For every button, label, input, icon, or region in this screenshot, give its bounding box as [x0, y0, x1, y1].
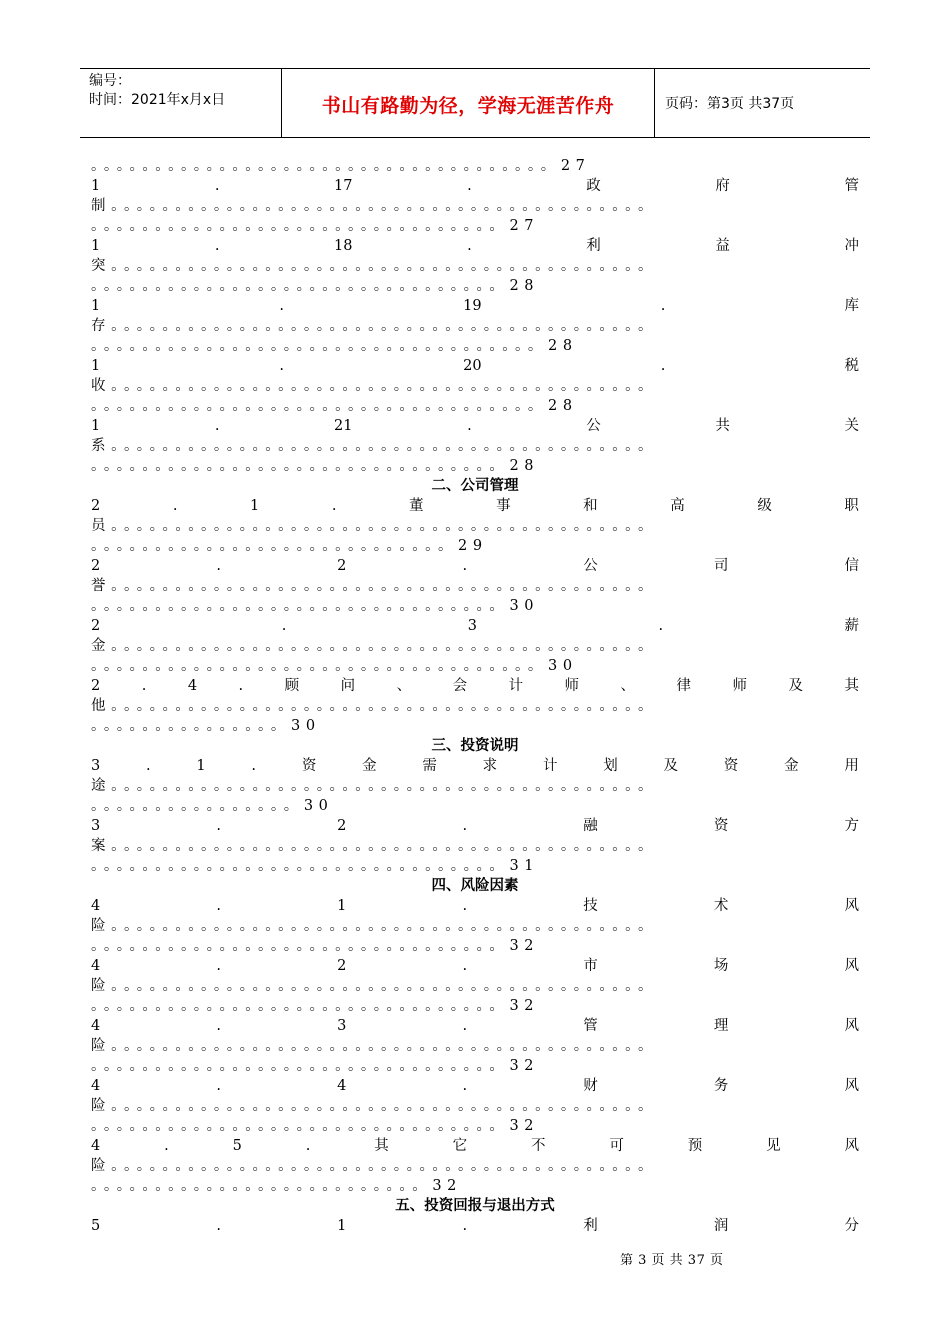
toc-entry-part: . — [658, 618, 664, 634]
toc-leader-line: 。。。。。。。。。。。。。。。。30 — [91, 798, 334, 814]
toc-leader-line: 险。。。。。。。。。。。。。。。。。。。。。。。。。。。。。。。。。。。。。。。。。。 — [91, 1038, 659, 1054]
toc-leader-line: 。。。。。。。。。。。。。。。。。。。。。。。。。。。。。。。。28 — [91, 458, 540, 474]
toc-entry-part: 理 — [713, 1018, 729, 1034]
toc-entry-part: 公 — [586, 418, 601, 434]
toc-entry-part: 风 — [844, 898, 859, 914]
toc-entry-part: 公 — [583, 558, 598, 574]
toc-entry-part: 师 — [564, 678, 580, 694]
toc-entry-part: 冲 — [844, 238, 859, 254]
toc-entry-line — [91, 356, 859, 376]
toc-section-heading: 二、公司管理 — [431, 478, 519, 494]
toc-entry-part: . — [214, 178, 220, 194]
toc-leader-line: 。。。。。。。。。。。。。。。。。。。。。。。。。。。。。。。。。。。28 — [91, 338, 578, 354]
toc-entry-part: 见 — [766, 1138, 781, 1154]
toc-entry-part: 问 — [340, 678, 356, 694]
toc-leader-line: 险。。。。。。。。。。。。。。。。。。。。。。。。。。。。。。。。。。。。。。。。。。 — [91, 978, 659, 994]
toc-leader-line: 。。。。。。。。。。。。。。。。。。。。。。。。。。。。29 — [91, 538, 488, 554]
toc-entry-part: 润 — [713, 1218, 729, 1234]
toc-entry-part: 4 — [187, 678, 198, 694]
toc-leader-line: 。。。。。。。。。。。。。。。。。。。。。。。。。。。。。。。。32 — [91, 1058, 540, 1074]
toc-entry-part: . — [467, 238, 472, 254]
toc-entry-part: . — [279, 298, 284, 314]
toc-entry-part: 政 — [586, 178, 601, 194]
toc-entry-part: 资 — [723, 758, 739, 774]
toc-leader-line: 途。。。。。。。。。。。。。。。。。。。。。。。。。。。。。。。。。。。。。。。。。。 — [91, 778, 659, 794]
toc-entry-part: . — [141, 678, 147, 694]
toc-entry-part: 税 — [844, 358, 859, 374]
toc-entry-line — [91, 956, 859, 976]
toc-leader-line: 。。。。。。。。。。。。。。。。。。。。。。。。。。。。。。。。30 — [91, 598, 540, 614]
toc-entry-line — [91, 1016, 859, 1036]
toc-entry-part: 薪 — [844, 618, 859, 634]
toc-entry-line — [91, 756, 859, 776]
toc-entry-part: 可 — [609, 1138, 624, 1154]
toc-entry-part: 不 — [530, 1138, 546, 1154]
toc-entry-part: . — [216, 1018, 221, 1034]
toc-leader-line: 。。。。。。。。。。。。。。。30 — [91, 718, 321, 734]
toc-leader-line: 突。。。。。。。。。。。。。。。。。。。。。。。。。。。。。。。。。。。。。。。。。。 — [91, 258, 659, 274]
toc-entry-line — [91, 676, 859, 696]
toc-entry-part: 4 — [91, 1138, 101, 1154]
toc-leader-line: 系。。。。。。。。。。。。。。。。。。。。。。。。。。。。。。。。。。。。。。。。。。 — [91, 438, 659, 454]
toc-entry-part: . — [462, 1078, 468, 1094]
toc-leader-line: 收。。。。。。。。。。。。。。。。。。。。。。。。。。。。。。。。。。。。。。。。。。 — [91, 378, 659, 394]
document-header — [80, 68, 870, 138]
header-page-info: 页码：第3页 共37页 — [665, 96, 795, 112]
toc-entry-part: . — [164, 1138, 169, 1154]
toc-entry-part: 风 — [844, 1138, 859, 1154]
toc-entry-part: 职 — [844, 498, 859, 514]
toc-entry-line — [91, 496, 859, 516]
toc-entry-part: 求 — [482, 758, 498, 774]
toc-leader-line: 险。。。。。。。。。。。。。。。。。。。。。。。。。。。。。。。。。。。。。。。。。。 — [91, 1158, 659, 1174]
toc-entry-part: 1 — [250, 498, 260, 514]
toc-entry-part: 3 — [91, 818, 101, 834]
toc-leader-line: 。。。。。。。。。。。。。。。。。。。。。。。。。。。。。。。。28 — [91, 278, 540, 294]
toc-entry-part: 4 — [337, 1078, 347, 1094]
toc-entry-part: 2 — [337, 558, 347, 574]
toc-entry-part: 司 — [713, 558, 729, 574]
toc-leader-line: 。。。。。。。。。。。。。。。。。。。。。。。。。。。。。。。。32 — [91, 938, 540, 954]
toc-leader-line: 制。。。。。。。。。。。。。。。。。。。。。。。。。。。。。。。。。。。。。。。。。。 — [91, 198, 659, 214]
toc-entry-part: 1 — [337, 898, 347, 914]
toc-entry-part: . — [216, 558, 221, 574]
toc-entry-part: . — [660, 358, 666, 374]
toc-entry-part: 3 — [91, 758, 101, 774]
toc-entry-line — [91, 556, 859, 576]
toc-entry-part: 4 — [91, 958, 101, 974]
toc-entry-part: 共 — [715, 418, 730, 434]
toc-entry-line — [91, 1076, 859, 1096]
toc-entry-part: 财 — [583, 1078, 598, 1094]
toc-entry-part: 事 — [496, 498, 511, 514]
toc-entry-part: 2 — [337, 818, 347, 834]
toc-entry-part: . — [251, 758, 257, 774]
toc-section-heading: 五、投资回报与退出方式 — [395, 1198, 555, 1214]
toc-entry-line — [91, 616, 859, 636]
toc-leader-line: 。。。。。。。。。。。。。。。。。。。。。。。。。。。。。。。。。。。28 — [91, 398, 578, 414]
toc-entry-part: 计 — [508, 678, 524, 694]
toc-entry-part: 风 — [844, 958, 859, 974]
toc-entry-line — [91, 1216, 859, 1236]
toc-entry-part: . — [216, 898, 221, 914]
toc-entry-part: 高 — [670, 498, 685, 514]
toc-entry-part: . — [462, 898, 468, 914]
page-footer: 第 3 页 共 37 页 — [620, 1253, 724, 1268]
toc-entry-part: 信 — [844, 558, 859, 574]
toc-entry-part: 会 — [452, 678, 468, 694]
toc-entry-part: . — [331, 498, 337, 514]
toc-entry-part: 2 — [91, 498, 101, 514]
toc-entry-part: . — [462, 958, 468, 974]
toc-entry-part: 管 — [844, 178, 859, 194]
toc-entry-part: 1 — [337, 1218, 347, 1234]
toc-entry-part: 董 — [409, 498, 424, 514]
toc-entry-part: 金 — [784, 758, 799, 774]
toc-entry-part: . — [146, 758, 151, 774]
toc-entry-line — [91, 816, 859, 836]
table-of-contents — [91, 156, 859, 1236]
toc-entry-part: 需 — [422, 758, 437, 774]
toc-entry-line — [91, 896, 859, 916]
toc-entry-part: 18 — [334, 238, 353, 254]
toc-entry-part: . — [467, 418, 472, 434]
toc-leader-line: 存。。。。。。。。。。。。。。。。。。。。。。。。。。。。。。。。。。。。。。。。。。 — [91, 318, 659, 334]
toc-entry-part: 2 — [91, 678, 101, 694]
toc-entry-part: . — [462, 1018, 468, 1034]
toc-entry-part: 顾 — [284, 678, 300, 694]
toc-entry-part: 2 — [337, 958, 347, 974]
toc-leader-line: 他。。。。。。。。。。。。。。。。。。。。。。。。。。。。。。。。。。。。。。。。。。 — [91, 698, 659, 714]
toc-entry-part: 其 — [844, 678, 859, 694]
toc-leader-line: 员。。。。。。。。。。。。。。。。。。。。。。。。。。。。。。。。。。。。。。。。。。 — [91, 518, 659, 534]
toc-entry-part: 利 — [586, 238, 601, 254]
toc-entry-part: 级 — [757, 498, 772, 514]
toc-leader-line: 。。。。。。。。。。。。。。。。。。。。。。。。。。。。。。。。。。。。27 — [91, 158, 591, 174]
toc-leader-line: 。。。。。。。。。。。。。。。。。。。。。。。。。。。。。。。。。。。30 — [91, 658, 578, 674]
toc-entry-part: 和 — [583, 498, 598, 514]
toc-entry-part: 5 — [232, 1138, 242, 1154]
toc-entry-part: 融 — [583, 818, 598, 834]
header-left-cell — [89, 72, 279, 110]
toc-entry-part: 管 — [583, 1018, 598, 1034]
toc-entry-part: 3 — [467, 618, 477, 634]
toc-entry-part: . — [214, 418, 220, 434]
toc-entry-part: 1 — [91, 298, 101, 314]
toc-section-heading: 四、风险因素 — [431, 878, 519, 894]
toc-entry-part: 师 — [732, 678, 747, 694]
toc-entry-part: 及 — [663, 758, 678, 774]
toc-entry-part: 1 — [91, 418, 101, 434]
toc-section-heading: 三、投资说明 — [431, 738, 519, 754]
toc-entry-part: . — [462, 1218, 468, 1234]
toc-entry-part: 1 — [91, 358, 101, 374]
header-motto: 书山有路勤为径，学海无涯苦作舟 — [321, 95, 615, 117]
toc-entry-part: 4 — [91, 898, 101, 914]
toc-entry-part: 资 — [713, 818, 729, 834]
toc-entry-part: 它 — [452, 1138, 468, 1154]
toc-entry-part: 资 — [301, 758, 317, 774]
toc-entry-part: 库 — [844, 298, 859, 314]
toc-entry-part: . — [172, 498, 178, 514]
toc-entry-part: . — [462, 818, 468, 834]
toc-entry-part: 4 — [91, 1018, 101, 1034]
toc-entry-part: . — [279, 358, 284, 374]
toc-entry-part: 益 — [715, 238, 730, 254]
document-number-label: 编号： — [89, 73, 131, 89]
toc-entry-part: 、 — [620, 678, 636, 694]
toc-entry-part: 方 — [844, 818, 859, 834]
toc-entry-part: . — [462, 558, 468, 574]
toc-entry-part: 、 — [396, 678, 412, 694]
toc-entry-part: 划 — [603, 758, 618, 774]
toc-entry-part: 务 — [713, 1078, 729, 1094]
toc-entry-part: 术 — [713, 898, 729, 914]
toc-entry-part: . — [216, 1078, 221, 1094]
toc-entry-part: 5 — [91, 1218, 101, 1234]
toc-entry-part: . — [216, 818, 221, 834]
toc-leader-line: 险。。。。。。。。。。。。。。。。。。。。。。。。。。。。。。。。。。。。。。。。。。 — [91, 1098, 659, 1114]
toc-entry-part: . — [216, 1218, 221, 1234]
toc-leader-line: 。。。。。。。。。。。。。。。。。。。。。。。。。。32 — [91, 1178, 462, 1194]
toc-entry-part: 计 — [542, 758, 558, 774]
toc-entry-part: . — [467, 178, 472, 194]
toc-entry-part: 2 — [91, 558, 101, 574]
toc-leader-line: 金。。。。。。。。。。。。。。。。。。。。。。。。。。。。。。。。。。。。。。。。。。 — [91, 638, 659, 654]
toc-leader-line: 。。。。。。。。。。。。。。。。。。。。。。。。。。。。。。。。27 — [91, 218, 540, 234]
toc-leader-line: 。。。。。。。。。。。。。。。。。。。。。。。。。。。。。。。。32 — [91, 998, 540, 1014]
toc-leader-line: 险。。。。。。。。。。。。。。。。。。。。。。。。。。。。。。。。。。。。。。。。。。 — [91, 918, 659, 934]
toc-entry-part: . — [660, 298, 666, 314]
toc-entry-part: 其 — [374, 1138, 389, 1154]
toc-entry-part: 分 — [844, 1218, 859, 1234]
toc-entry-part: 2 — [91, 618, 101, 634]
toc-entry-line — [91, 296, 859, 316]
toc-entry-line — [91, 236, 859, 256]
toc-entry-part: 3 — [337, 1018, 347, 1034]
toc-entry-part: . — [281, 618, 287, 634]
toc-entry-part: 利 — [583, 1218, 598, 1234]
toc-entry-part: 用 — [844, 758, 859, 774]
toc-entry-part: 风 — [844, 1018, 859, 1034]
toc-entry-line — [91, 416, 859, 436]
toc-entry-part: . — [238, 678, 244, 694]
toc-entry-part: 府 — [715, 178, 730, 194]
toc-leader-line: 。。。。。。。。。。。。。。。。。。。。。。。。。。。。。。。。31 — [91, 858, 540, 874]
toc-entry-part: . — [305, 1138, 311, 1154]
toc-entry-part: 风 — [844, 1078, 859, 1094]
toc-entry-part: . — [216, 958, 221, 974]
toc-entry-part: 1 — [196, 758, 206, 774]
toc-entry-line — [91, 176, 859, 196]
toc-entry-part: 17 — [334, 178, 353, 194]
toc-entry-part: 律 — [676, 678, 692, 694]
toc-entry-part: 1 — [91, 238, 101, 254]
toc-entry-part: 21 — [334, 418, 353, 434]
toc-entry-line — [91, 1136, 859, 1156]
toc-entry-part: 市 — [583, 958, 598, 974]
toc-entry-part: 技 — [583, 898, 598, 914]
toc-entry-part: 预 — [687, 1138, 703, 1154]
toc-leader-line: 案。。。。。。。。。。。。。。。。。。。。。。。。。。。。。。。。。。。。。。。。。。 — [91, 838, 659, 854]
document-time-label: 时间：2021年x月x日 — [89, 92, 226, 108]
toc-entry-part: 19 — [463, 298, 482, 314]
toc-leader-line: 。。。。。。。。。。。。。。。。。。。。。。。。。。。。。。。。32 — [91, 1118, 540, 1134]
toc-entry-part: 20 — [463, 358, 482, 374]
toc-entry-part: 1 — [91, 178, 101, 194]
toc-entry-part: 金 — [362, 758, 377, 774]
header-divider — [654, 69, 655, 137]
toc-entry-part: 4 — [91, 1078, 101, 1094]
toc-leader-line: 誉。。。。。。。。。。。。。。。。。。。。。。。。。。。。。。。。。。。。。。。。。。 — [91, 578, 659, 594]
toc-entry-part: . — [214, 238, 220, 254]
toc-entry-part: 及 — [788, 678, 803, 694]
toc-entry-part: 关 — [844, 418, 859, 434]
toc-entry-part: 场 — [713, 958, 729, 974]
